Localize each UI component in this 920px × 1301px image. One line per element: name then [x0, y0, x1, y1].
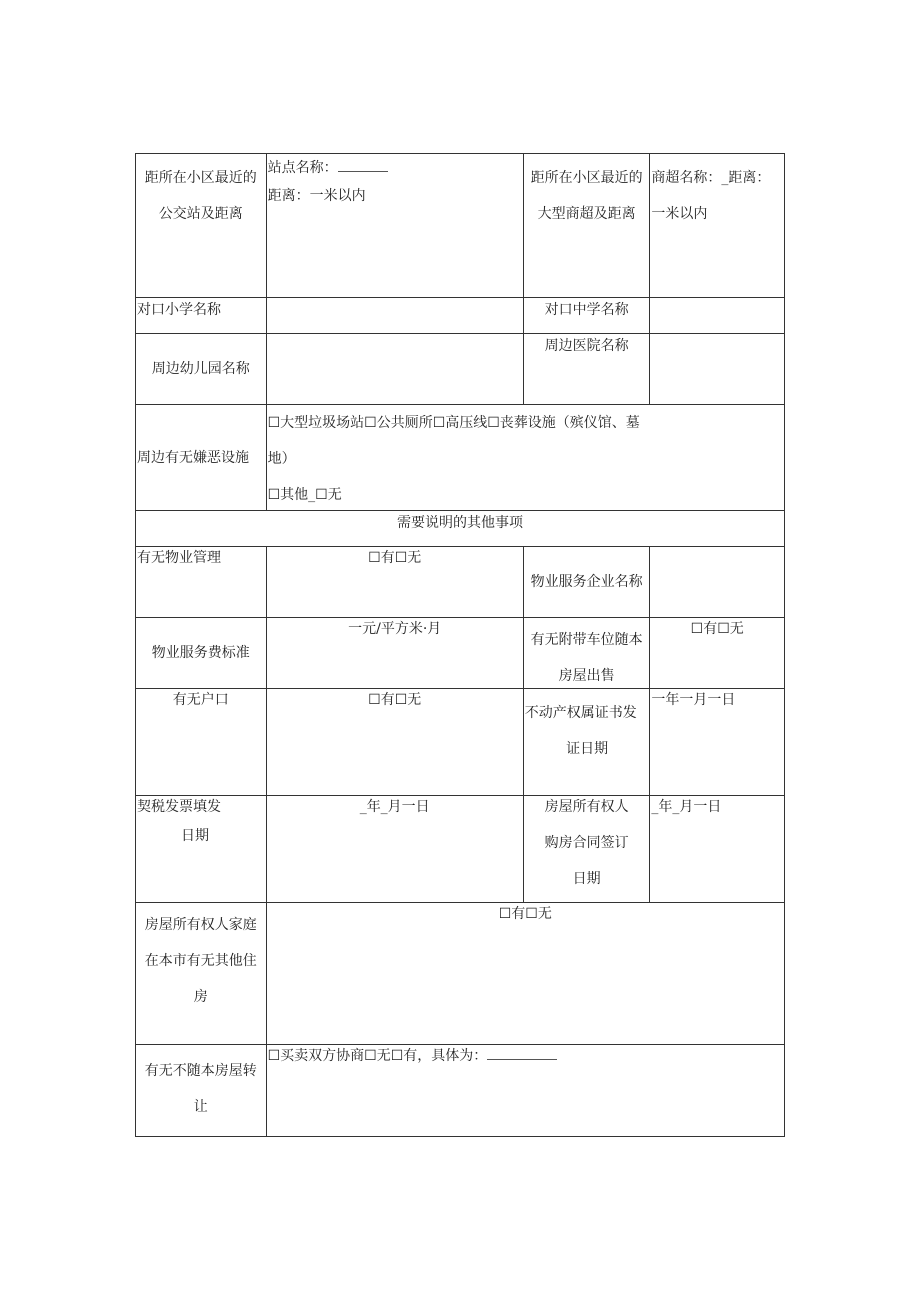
bus-label-cell: [136, 154, 266, 297]
nuisance-options-line3[interactable]: ☐其他_☐无: [267, 487, 342, 503]
transfer-options[interactable]: ☐买卖双方协商☐无☐有，具体为：: [267, 1048, 488, 1064]
bus-distance-text: 距离：一米以内: [267, 188, 366, 204]
kindergarten-value[interactable]: [266, 334, 523, 404]
transfer-label-line1: 有无不随本房屋转: [144, 1063, 257, 1079]
mall-value-line2: 一米以内: [651, 206, 708, 222]
tax-label-line1: 契税发票填发: [137, 799, 221, 815]
table-row-other-housing: [136, 902, 784, 1044]
kindergarten-label: 周边幼儿园名称: [151, 361, 250, 377]
table-row-property-mgmt: [136, 546, 784, 617]
hospital-value[interactable]: [649, 334, 784, 404]
table-row-tax-contract: [136, 795, 784, 902]
other-housing-label-cell: [136, 903, 266, 1044]
transfer-detail-blank[interactable]: [487, 1045, 557, 1060]
primary-school-value[interactable]: [266, 298, 523, 333]
cert-label-line1: 不动产权属证书发: [524, 705, 637, 721]
contract-label-line3: 日期: [572, 871, 601, 887]
tax-label-cell: [136, 796, 266, 902]
station-name-blank[interactable]: [338, 157, 388, 172]
contract-label-line1: 房屋所有权人: [544, 799, 629, 815]
nuisance-label: 周边有无嫌恶设施: [137, 449, 249, 466]
table-row-schools: [136, 297, 784, 333]
property-mgmt-checkboxes[interactable]: ☐有☐无: [266, 547, 523, 617]
contract-label-line2: 购房合同签订: [544, 835, 629, 851]
hospital-label: 周边医院名称: [523, 334, 650, 404]
table-row-hukou-cert: [136, 688, 784, 795]
bus-value-cell: [266, 154, 523, 297]
property-mgmt-label: 有无物业管理: [137, 550, 221, 566]
table-row-transfer: [136, 1044, 784, 1136]
cert-label-cell: [523, 689, 650, 795]
bus-label-line1: 距所在小区最近的: [144, 170, 257, 186]
section-title: 需要说明的其他事项: [397, 515, 523, 531]
tax-label-line2: 日期: [181, 828, 209, 844]
nuisance-options-line2: 地）: [267, 451, 296, 467]
table-row-section-title: [136, 510, 784, 546]
bus-label-line2: 公交站及距离: [158, 206, 243, 222]
mall-label-line2: 大型商超及距离: [537, 206, 636, 222]
transfer-label-line2: 让: [193, 1099, 208, 1115]
parking-label-line2: 房屋出售: [558, 668, 615, 684]
tax-date-value[interactable]: _年_月一日: [266, 796, 523, 902]
hukou-label: 有无户口: [172, 692, 229, 708]
other-housing-checkboxes[interactable]: ☐有☐无: [266, 903, 784, 1044]
transfer-label-cell: [136, 1045, 266, 1136]
fee-value[interactable]: 一元/平方米·月: [266, 618, 523, 688]
middle-school-label: 对口中学名称: [523, 298, 650, 333]
mall-label-line1: 距所在小区最近的: [530, 170, 643, 186]
transfer-value-cell[interactable]: [266, 1045, 784, 1136]
table-row-fee-parking: [136, 617, 784, 688]
cert-date-value[interactable]: 一年一月一日: [649, 689, 784, 795]
property-company-value[interactable]: [649, 547, 784, 617]
table-row-kindergarten-hospital: [136, 333, 784, 404]
table-row-bus-mall: [136, 154, 784, 297]
table-row-nuisance: [136, 404, 784, 510]
fee-label: 物业服务费标准: [151, 645, 250, 661]
contract-label-cell: [523, 789, 650, 902]
nuisance-options-cell[interactable]: [266, 405, 784, 510]
property-company-label: 物业服务企业名称: [523, 547, 650, 617]
hukou-checkboxes[interactable]: ☐有☐无: [266, 689, 523, 795]
nuisance-options-line1[interactable]: ☐大型垃圾场站☐公共厕所☐高压线☐丧葬设施（殡仪馆、墓: [267, 415, 640, 431]
mall-value-cell: [649, 154, 784, 297]
middle-school-value[interactable]: [649, 298, 784, 333]
mall-value-line1[interactable]: 商超名称：_距离：: [651, 170, 771, 186]
cert-label-line2: 证日期: [566, 741, 609, 757]
parking-label-line1: 有无附带车位随本: [530, 632, 643, 648]
other-housing-label-line2: 在本市有无其他住: [144, 953, 257, 969]
parking-label-cell: [523, 618, 650, 688]
property-info-table: [135, 153, 785, 1137]
station-name-field[interactable]: 站点名称：: [268, 154, 523, 182]
parking-checkboxes[interactable]: ☐有☐无: [649, 618, 784, 688]
mall-label-cell: [523, 154, 650, 297]
other-housing-label-line1: 房屋所有权人家庭: [144, 917, 257, 933]
primary-school-label: 对口小学名称: [137, 302, 221, 318]
other-housing-label-line3: 房: [193, 989, 208, 1005]
contract-date-value[interactable]: _年_月一日: [649, 796, 784, 902]
